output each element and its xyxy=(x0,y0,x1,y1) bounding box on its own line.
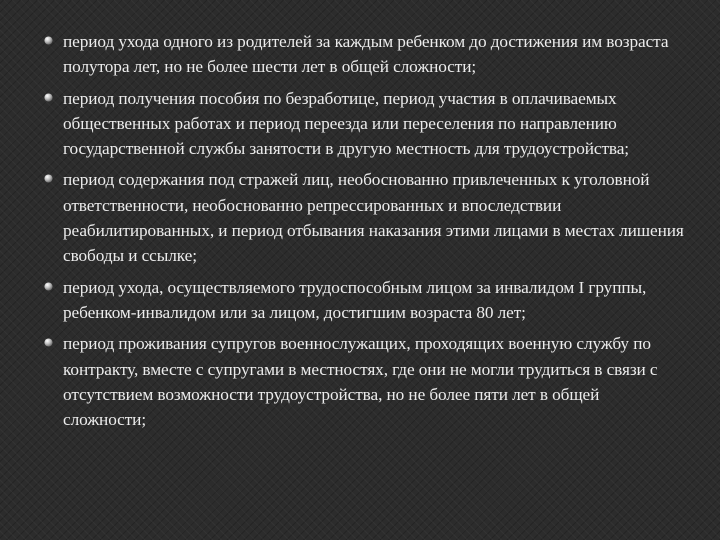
sphere-bullet-icon xyxy=(44,282,53,291)
bullet-list xyxy=(44,29,684,438)
list-item-text: период ухода одного из родителей за каждым ребенком до достижения им возраста полутора лет, но не более шести лет в общей сложности; xyxy=(63,32,669,77)
sphere-bullet-icon xyxy=(44,338,53,347)
sphere-bullet-icon xyxy=(44,174,53,183)
list-item xyxy=(44,275,684,326)
list-item xyxy=(44,331,684,432)
list-item-text: период проживания супругов военнослужащих, проходящих военную службу по контракту, вместе с супругами в местностях, где они не могли трудиться в связи с отсутствием возможности трудоустройства, но не более пяти лет в общей сложности; xyxy=(63,334,658,430)
list-item-text: период содержания под стражей лиц, необоснованно привлеченных к уголовной ответственности, необоснованно репрессированных и впоследствии реабилитированных, и период отбывания наказания этими лицами в местах лишения свободы и ссылке; xyxy=(63,170,684,266)
list-item xyxy=(44,86,684,162)
list-item xyxy=(44,167,684,268)
sphere-bullet-icon xyxy=(44,93,53,102)
list-item-text: период получения пособия по безработице, период участия в оплачиваемых общественных работах и период переезда или переселения по направлению государственной службы занятости в другую местность для трудоустройства; xyxy=(63,88,630,159)
list-item-text: период ухода, осуществляемого трудоспособным лицом за инвалидом I группы, ребенком-инвалидом или за лицом, достигшим возраста 80 лет; xyxy=(63,277,647,322)
sphere-bullet-icon xyxy=(44,36,53,45)
list-item xyxy=(44,29,684,80)
